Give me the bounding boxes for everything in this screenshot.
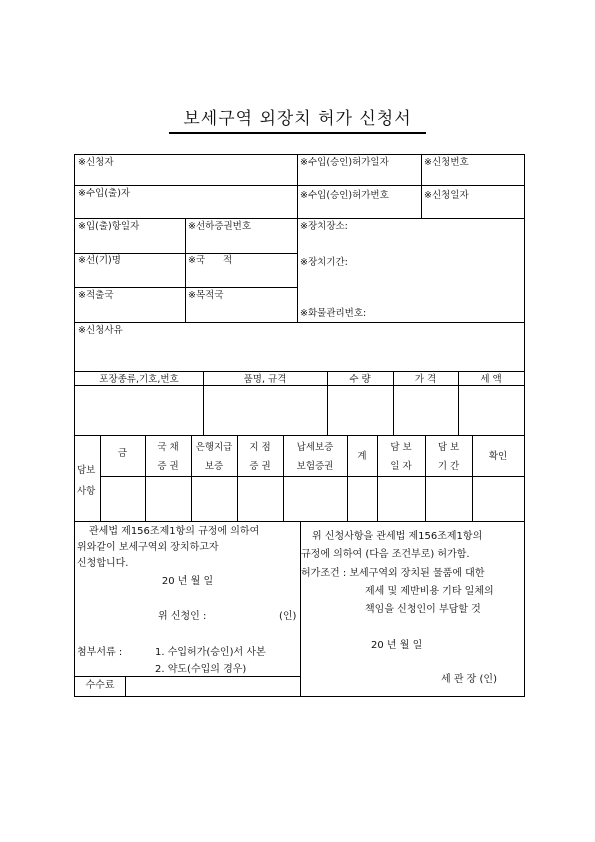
security-col-date-2: 일 자 (390, 461, 412, 472)
bl-no-label: ※선하증권번호 (188, 221, 252, 232)
attachment-2: 2. 약도(수입의 경우) (155, 664, 247, 675)
nationality-label-right: 적 (223, 255, 233, 266)
attachments-label: 첨부서류 : (77, 647, 123, 658)
goods-header-package: 포장종류,기호,번호 (99, 374, 179, 385)
col-line (472, 435, 473, 521)
security-col-bank-2: 보증 (204, 461, 224, 472)
nationality-label-left: ※국 (188, 255, 206, 266)
fee-label: 수수료 (85, 680, 115, 691)
row-line (75, 371, 524, 372)
col-line (421, 155, 422, 218)
storage-period-label: ※장치기간: (300, 257, 348, 268)
row-line (100, 476, 524, 477)
destination-country-label: ※목적국 (188, 290, 224, 301)
security-col-bank-1: 은행지급 (195, 442, 233, 453)
security-col-bonds-2: 증 권 (157, 461, 179, 472)
security-col-date-1: 담 보 (390, 442, 412, 453)
attachment-1: 1. 수입허가(승인)서 사본 (155, 647, 266, 658)
security-col-total: 계 (357, 451, 367, 462)
importer-label: ※수입(출)자 (78, 188, 131, 199)
security-col-cash-1: 금 (117, 448, 128, 459)
form-title-text: 보세구역 외장치 허가 신청서 (169, 104, 425, 134)
security-col-insurance-1: 납세보증 (296, 442, 334, 453)
left-statement-line-1: 관세법 제156조제1항의 규정에 의하여 (89, 526, 260, 537)
security-col-insurance-2: 보험증권 (296, 461, 334, 472)
col-line (125, 676, 126, 697)
cargo-no-label: ※화물관리번호: (300, 308, 367, 319)
row-line (75, 435, 524, 436)
left-date: 20 년 월 일 (161, 576, 214, 587)
right-condition-line-2: 제세 및 제반비용 기타 일체의 (365, 586, 494, 597)
row-line (75, 287, 297, 288)
row-line (75, 185, 524, 186)
security-col-bonds-1: 국 채 (157, 442, 179, 453)
row-line (75, 253, 297, 254)
application-date-label: ※신청일자 (424, 190, 469, 201)
security-col-branch-1: 지 점 (249, 442, 271, 453)
storage-place-label: ※장치장소: (300, 221, 348, 232)
form-title (0, 104, 595, 134)
security-col-confirm: 확인 (488, 451, 508, 462)
loading-country-label: ※적출국 (78, 290, 114, 301)
application-form (74, 154, 525, 697)
security-col-period-2: 기 간 (437, 461, 460, 472)
applicant-label: ※신청자 (78, 157, 114, 168)
row-line (75, 218, 524, 219)
goods-header-price: 가 격 (414, 374, 437, 385)
import-permit-date-label: ※수입(승인)허가일자 (300, 157, 389, 168)
application-no-label: ※신청번호 (424, 157, 469, 168)
right-date: 20 년 월 일 (371, 640, 423, 651)
col-line (297, 155, 298, 322)
right-condition-line-1: 허가조건 : 보세구역외 장치된 물품에 대한 (301, 568, 485, 579)
applicant-signature-line: 위 신청인 : (158, 611, 207, 622)
customs-chief-signature: 세 관 장 (인) (441, 674, 497, 685)
goods-header-tax: 세 액 (480, 374, 502, 385)
right-statement-line-1: 위 신청사항을 관세법 제156조제1항의 (312, 531, 483, 542)
goods-header-item: 품명, 규격 (243, 374, 287, 385)
applicant-seal: (인) (279, 611, 297, 622)
security-side-label-2: 사항 (77, 486, 96, 497)
security-side-label-1: 담보 (77, 465, 96, 476)
col-line (347, 435, 348, 521)
row-line (75, 322, 524, 323)
right-condition-line-3: 책임을 신청인이 부담할 것 (365, 604, 481, 615)
left-statement-line-3: 신청합니다. (77, 558, 129, 569)
security-col-period-1: 담 보 (437, 442, 460, 453)
import-permit-no-label: ※수입(승인)허가번호 (300, 190, 389, 201)
vessel-name-label: ※선(기)명 (78, 255, 121, 266)
right-statement-line-2: 규정에 의하여 (다음 조건부로) 허가함. (301, 549, 470, 560)
row-line (75, 385, 524, 386)
left-statement-line-2: 위와같이 보세구역외 장치하고자 (77, 542, 219, 553)
goods-header-quantity: 수 량 (349, 374, 371, 385)
col-line (185, 218, 186, 322)
entry-date-label: ※입(출)항일자 (78, 221, 140, 232)
reason-label: ※신청사유 (78, 325, 123, 336)
security-col-branch-2: 증 권 (249, 461, 271, 472)
